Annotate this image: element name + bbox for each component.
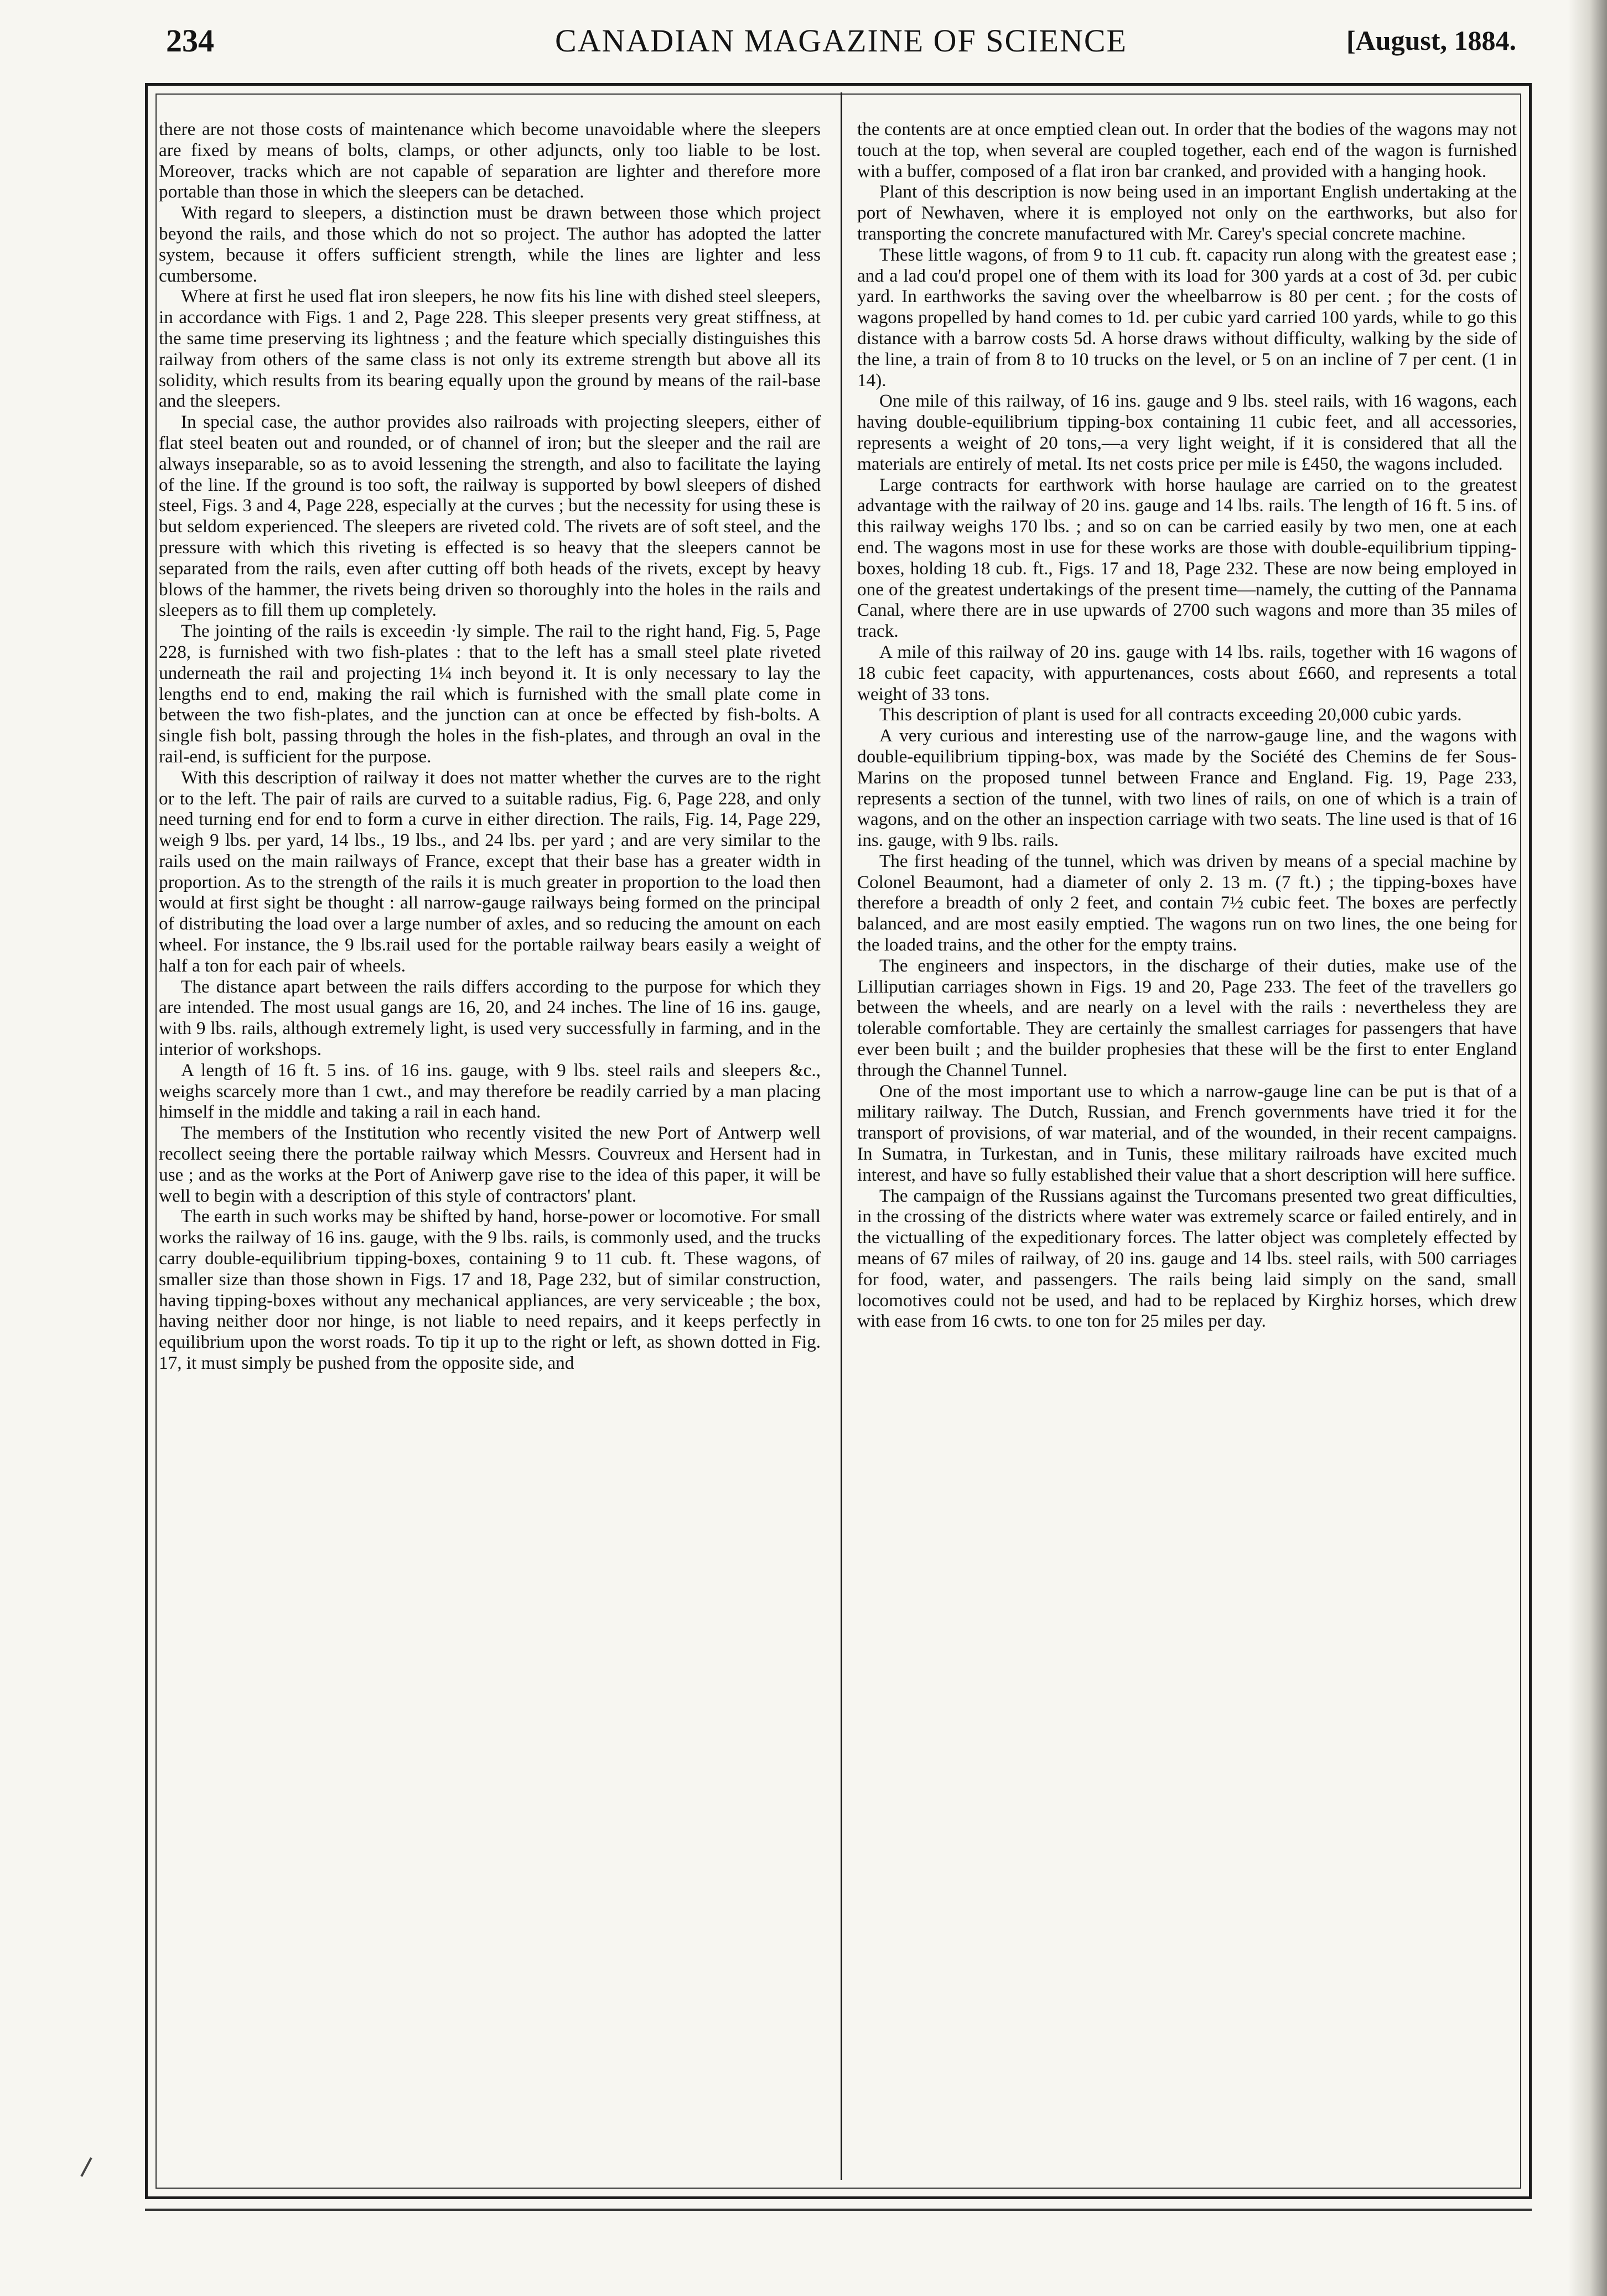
paragraph: With this description of railway it does not matter whether the curves are to the right or to the left. The pair of rails are curved to a suitable radius, Fig. 6, Page 228, and only need turning end for end to form a curve in either direction. The rails, Fig. 14, Page 229, weigh 9 lbs. per yard, 14 lbs., 19 lbs., and 24 lbs. per yard ; and are very similar to the rails used on the main railways of France, except that their base has a greater width in proportion. As to the strength of the rails it is much greater in proportion to the load then would at first sight be thought : all narrow-gauge railways being formed on the principal of distributing the load over a large number of axles, and so reducing the amount on each wheel. For instance, the 9 lbs.rail used for the portable railway bears easily a weight of half a ton for each pair of wheels. xyxy=(159,767,821,976)
paragraph: The earth in such works may be shifted by hand, horse-power or locomotive. For small works the railway of 16 ins. gauge, with the 9 lbs. rails, is commonly used, and the trucks carry double-equilibrium tipping-boxes, containing 9 to 11 cub. ft. These wagons, of smaller size than those shown in Figs. 17 and 18, Page 232, but of similar construction, having tipping-boxes without any mechanical appliances, are very serviceable ; the box, having neither door nor hinge, is not liable to need repairs, and it keeps perfectly in equilibrium upon the worst roads. To tip it up to the right or left, as shown dotted in Fig. 17, it must simply be pushed from the opposite side, and xyxy=(159,1206,821,1374)
paragraph: the contents are at once emptied clean out. In order that the bodies of the wagons may not touch at the top, when several are coupled together, each end of the wagon is furnished with a buffer, composed of a flat iron bar cranked, and provided with a hanging hook. xyxy=(857,119,1517,181)
paragraph: A very curious and interesting use of the narrow-gauge line, and the wagons with double-equilibrium tipping-box, was made by the Société des Chemins de fer Sous-Marins on the proposed tunnel between France and England. Fig. 19, Page 233, represents a section of the tunnel, with two lines of rails, on one of which is a train of wagons, and on the other an inspection carriage with two seats. The line used is that of 16 ins. gauge, with 9 lbs. rails. xyxy=(857,725,1517,851)
left-column xyxy=(159,119,821,2177)
column-divider xyxy=(841,92,842,2180)
paragraph: One mile of this railway, of 16 ins. gauge and 9 lbs. steel rails, with 16 wagons, each having double-equilibrium tipping-box containing 11 cubic feet, and all accessories, represents a weight of 20 tons,—a very light weight, if it is considered that all the materials are entirely of metal. Its net costs price per mile is £450, the wagons included. xyxy=(857,391,1517,474)
paragraph: The engineers and inspectors, in the discharge of their duties, make use of the Lilliputian carriages shown in Figs. 19 and 20, Page 233. The feet of the travellers go between the wheels, and are nearly on a level with the rails : nevertheless they are tolerable comfortable. They are certainly the smallest carriages for passengers that have ever been built ; and the builder prophesies that these will be the first to enter England through the Channel Tunnel. xyxy=(857,955,1517,1081)
bottom-rule xyxy=(145,2209,1532,2211)
paragraph: there are not those costs of maintenance which become unavoidable where the sleepers are fixed by means of bolts, clamps, or other adjuncts, only too liable to be lost. Moreover, tracks which are not capable of separation are lighter and therefore more portable than those in which the sleepers can be detached. xyxy=(159,119,821,202)
paragraph: Large contracts for earthwork with horse haulage are carried on to the greatest advantage with the railway of 20 ins. gauge and 14 lbs. rails. The length of 16 ft. 5 ins. of this railway weighs 170 lbs. ; and so on can be carried easily by two men, one at each end. The wagons most in use for these works are those with double-equilibrium tipping-boxes, holding 18 cub. ft., Figs. 17 and 18, Page 232. These are now being employed in one of the greatest undertakings of the present time—namely, the cutting of the Pannama Canal, where there are in use upwards of 2700 such wagons and more than 35 miles of track. xyxy=(857,474,1517,642)
paragraph: Plant of this description is now being used in an important English undertaking at the port of Newhaven, where it is employed not only on the earthworks, but also for transporting the concrete manufactured with Mr. Carey's special concrete machine. xyxy=(857,181,1517,244)
paragraph: A length of 16 ft. 5 ins. of 16 ins. gauge, with 9 lbs. steel rails and sleepers &c., weighs scarcely more than 1 cwt., and may therefore be readily carried by a man placing himself in the middle and taking a rail in each hand. xyxy=(159,1059,821,1123)
paragraph: The jointing of the rails is exceedin ·ly simple. The rail to the right hand, Fig. 5, Page 228, is furnished with two fish-plates : that to the left has a small steel plate riveted underneath the rail and projecting 1¼ inch beyond it. It is only necessary to lay the lengths end to end, making the rail which is furnished with the small plate come in between the two fish-plates, and the junction can at once be effected by fish-bolts. A single fish bolt, passing through the holes in the fish-plates, and through an oval in the rail-end, is sufficient for the purpose. xyxy=(159,621,821,767)
page-header xyxy=(166,22,1516,89)
paragraph: The distance apart between the rails differs according to the purpose for which they are intended. The most usual gangs are 16, 20, and 24 inches. The line of 16 ins. gauge, with 9 lbs. rails, although extremely light, is used very successfully in farming, and in the interior of workshops. xyxy=(159,976,821,1060)
margin-pencil-mark xyxy=(80,2157,92,2176)
paragraph: A mile of this railway of 20 ins. gauge with 14 lbs. rails, together with 16 wagons of 18 cubic feet capacity, with appurtenances, costs about £660, and represents a total weight of 33 tons. xyxy=(857,641,1517,704)
paragraph: This description of plant is used for all contracts exceeding 20,000 cubic yards. xyxy=(879,704,1462,725)
page-frame xyxy=(145,83,1532,2199)
paragraph: With regard to sleepers, a distinction must be drawn between those which project beyond the rails, and those which do not so project. The author has adopted the latter system, because it offers sufficient strength, while the lines are lighter and less cumbersome. xyxy=(159,202,821,286)
paragraph: These little wagons, of from 9 to 11 cub. ft. capacity run along with the greatest ease ; and a lad cou'd propel one of them with its load for 300 yards at a cost of 3d. per cubic yard. In earthworks the saving over the wheelbarrow is 80 per cent. ; for the costs of wagons propelled by hand comes to 1d. per cubic yard carried 100 yards, while to go this distance with a barrow costs 5d. A horse draws without difficulty, walking by the side of the line, a train of from 8 to 10 trucks on the level, or 5 on an incline of 7 per cent. (1 in 14). xyxy=(857,244,1517,391)
issue-date: [August, 1884. xyxy=(1346,25,1516,56)
paragraph: Where at first he used flat iron sleepers, he now fits his line with dished steel sleepers, in accordance with Figs. 1 and 2, Page 228. This sleeper presents very great stiffness, at the same time preserving its lightness ; and the feature which specially distinguishes this railway from others of the same class is not only its extreme strength but above all its solidity, which results from its bearing equally upon the ground by means of the rail-base and the sleepers. xyxy=(159,286,821,412)
paragraph: The campaign of the Russians against the Turcomans presented two great difficulties, in the crossing of the districts where water was extremely scarce or failed entirely, and in the victualling of the expeditionary forces. The latter object was completely effected by means of 67 miles of railway, of 20 ins. gauge and 14 lbs. steel rails, with 500 carriages for food, water, and passengers. The rails being laid simply on the sand, small locomotives could not be used, and had to be replaced by Kirghiz horses, which drew with ease from 16 cwts. to one ton for 25 miles per day. xyxy=(857,1185,1517,1332)
magazine-title: CANADIAN MAGAZINE OF SCIENCE xyxy=(555,23,1127,59)
paragraph: One of the most important use to which a narrow-gauge line can be put is that of a military railway. The Dutch, Russian, and French governments have tried it for the transport of provisions, of war material, and of the wounded, in their recent campaigns. In Sumatra, in Turkestan, and in Tunis, these military railroads have excited much interest, and have so fully established their value that a short description will here suffice. xyxy=(857,1081,1517,1185)
page-edge-shadow xyxy=(1568,0,1607,2296)
paragraph: The first heading of the tunnel, which was driven by means of a special machine by Colonel Beaumont, had a diameter of only 2. 13 m. (7 ft.) ; the tipping-boxes have therefore a breadth of only 2 feet, and contain 7½ cubic feet. The boxes are perfectly balanced, and are most easily emptied. The wagons run on two lines, the one being for the loaded trains, and the other for the empty trains. xyxy=(857,850,1517,955)
paragraph: The members of the Institution who recently visited the new Port of Antwerp well recollect seeing there the portable railway which Messrs. Couvreux and Hersent had in use ; and as the works at the Port of Aniwerp gave rise to the idea of this paper, it will be well to begin with a description of this style of contractors' plant. xyxy=(159,1123,821,1206)
paragraph: In special case, the author provides also railroads with projecting sleepers, either of flat steel beaten out and rounded, or of channel of iron; but the sleeper and the rail are always inseparable, so as to avoid lessening the strength, and also to facilitate the laying of the line. If the ground is too soft, the railway is supported by bowl sleepers of dished steel, Figs. 3 and 4, Page 228, especially at the curves ; but the necessity for using these is but seldom experienced. The sleepers are riveted cold. The rivets are of soft steel, and the pressure with which this riveting is effected is so heavy that the sleepers cannot be separated from the rails, even after cutting off both heads of the rivets, except by heavy blows of the hammer, the rivets being driven so thoroughly into the holes in the rails and sleepers as to fill them up completely. xyxy=(159,412,821,621)
page-number: 234 xyxy=(166,23,214,59)
right-column xyxy=(857,119,1517,2177)
